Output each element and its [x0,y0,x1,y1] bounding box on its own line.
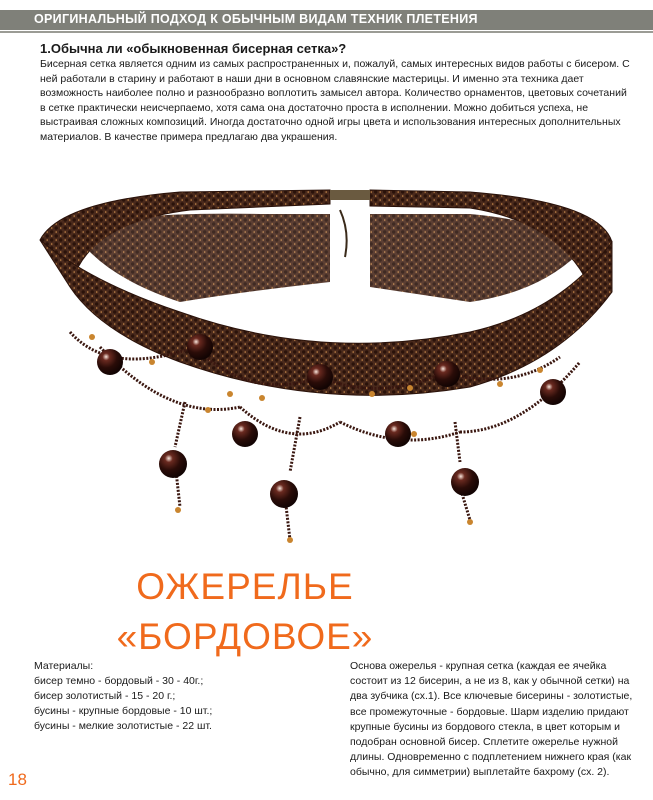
materials-item: бусины - крупные бордовые - 10 шт.; [34,705,213,717]
page-header-title: ОРИГИНАЛЬНЫЙ ПОДХОД К ОБЫЧНЫМ ВИДАМ ТЕХНИК ПЛЕТЕНИЯ [34,12,478,26]
materials-item: бусины - мелкие золотистые - 22 шт. [34,720,212,732]
materials-heading: Материалы: [34,660,94,672]
page-number: 18 [8,770,27,789]
necklace-title-line-2: «БОРДОВОЕ» [116,616,374,657]
section-heading: 1.Обычна ли «обыкновенная бисерная сетка»? [40,41,347,56]
header-divider [0,31,653,33]
necklace-title [100,562,390,662]
necklace-title-line-1: ОЖЕРЕЛЬЕ [136,566,354,607]
description-paragraph: Основа ожерелья - крупная сетка (каждая ее ячейка состоит из 12 бисерин, а не из 8, как у обычной сетки) на два зубчика (сх.1). Все ключевые бисерины - золотистые, все промежуточные - бордовые. Шарм изделию придают крупные бусины из бордового стекла, в цвет которым и подобран основной бисер. Сплетите ожерелье нужной длины. Одновременно с подплетением нижнего края (как обычно, для симметрии) выплетайте бахрому (сх. 2). [350,660,633,779]
intro-paragraph: Бисерная сетка является одним из самых распространенных и, пожалуй, самых интересных видов работы с бисером. С ней работали в старину и работают в наши дни в основном славянские мастерицы. И именно эта техника дает возможность наиболее полно и разнообразно воплотить замысел автора. Количество орнаментов, цветовых сочетаний в сетке практически неисчерпаемо, хотя сама она достаточно проста в исполнении. Можно добиться успеха, не выстраивая сложных композиций. Иногда достаточно одной игры цвета и использования интересных дополнительных материалов. В качестве примера предлагаю два украшения. [40,58,630,143]
materials-item: бисер золотистый - 15 - 20 г.; [34,690,176,702]
necklace-photo [0,162,653,557]
necklace-photo-illustration [0,162,653,557]
materials-item: бисер темно - бордовый - 30 - 40г.; [34,675,204,687]
materials-list [34,659,294,734]
